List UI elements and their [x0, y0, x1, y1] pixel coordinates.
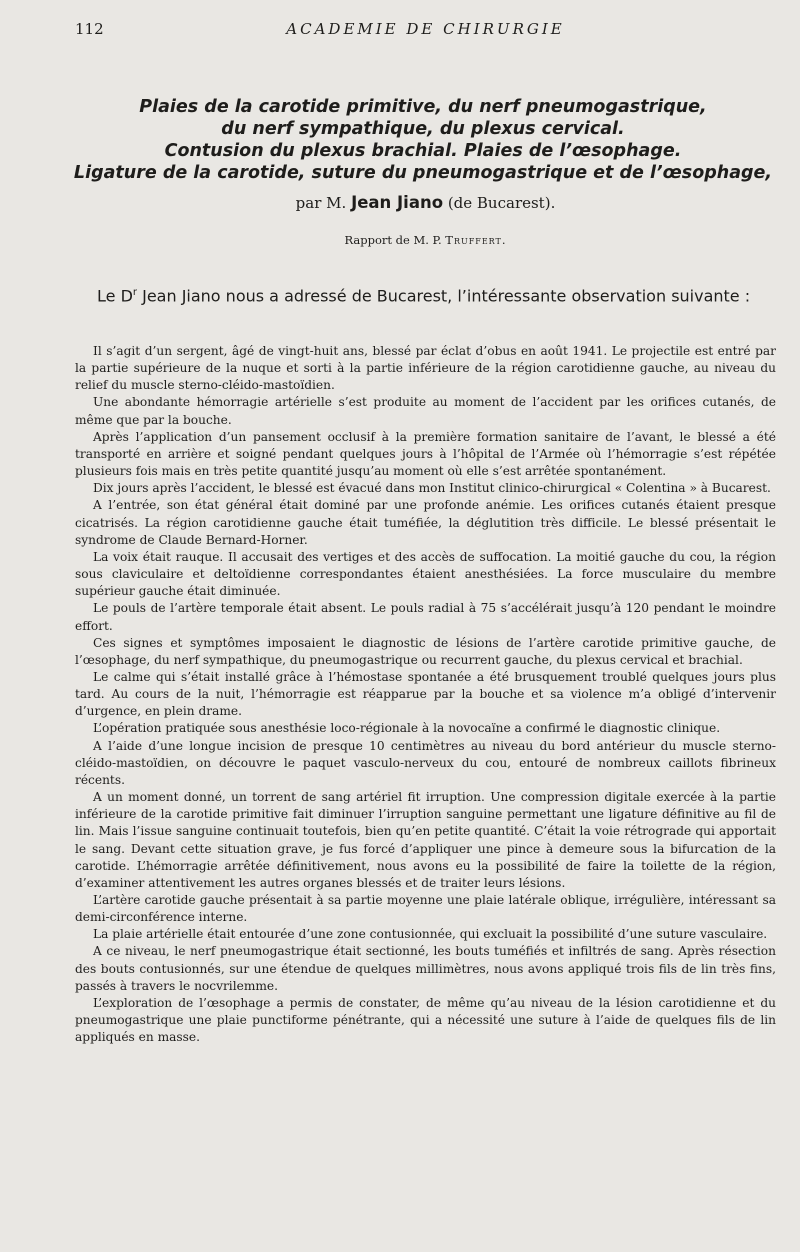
byline: [75, 193, 776, 212]
body-paragraph: Le pouls de l’artère temporale était absent. Le pouls radial à 75 s’accélérait jusqu’à 120 pendant le moindre effort.: [75, 601, 776, 633]
body-paragraph: Après l’application d’un pansement occlusif à la première formation sanitaire de l’avant, le blessé a été transporté en arrière et soigné pendant quelques jours à l’hôpital de l’Armée où l’hémorragie s’est répétée plusieurs fois mais en très petite quantité jusqu’au moment où elle s’est arrêtée spontanément.: [75, 429, 776, 479]
running-header: [75, 20, 776, 44]
body-paragraph: Dix jours après l’accident, le blessé est évacué dans mon Institut clinico-chirurgical « Colentina » à Bucarest.: [93, 481, 771, 496]
article-body: [75, 343, 776, 1046]
byline-prefix: par M.: [295, 194, 347, 212]
title-line: Ligature de la carotide, suture du pneumogastrique et de l’œsophage,: [73, 163, 773, 183]
body-paragraph: Ces signes et symptômes imposaient le diagnostic de lésions de l’artère carotide primitive gauche, de l’œsophage, du nerf sympathique, du pneumogastrique ou recurrent gauche, du plexus cervical et brachial.: [75, 635, 776, 667]
body-paragraph: Le calme qui s’était installé grâce à l’hémostase spontanée a été brusquement troublé quelques jours plus tard. Au cours de la nuit, l’hémorragie est réapparue par la bouche et sa violence m’a obligé d’intervenir d’urgence, en plein drame.: [75, 669, 776, 719]
lead-superscript: r: [132, 287, 138, 298]
body-paragraph: La voix était rauque. Il accusait des vertiges et des accès de suffocation. La moitié gauche du cou, la région sous claviculaire et deltoïdienne correspondantes étaient anesthésiées. La force musculaire du membre supérieur gauche était diminuée.: [75, 549, 776, 599]
journal-title: ACADEMIE DE CHIRURGIE: [286, 20, 565, 38]
body-paragraph: A ce niveau, le nerf pneumogastrique était sectionné, les bouts tuméfiés et infiltrés de sang. Après résection des bouts contusionnés, sur une étendue de quelques millimètres, nous avons appliqué trois fils de lin très fins, passés à travers le nocvrilemme.: [75, 944, 776, 993]
body-paragraph: La plaie artérielle était entourée d’une zone contusionnée, qui excluait la possibilité d’une suture vasculaire.: [93, 927, 768, 942]
article-title: [60, 96, 786, 184]
body-paragraph: A un moment donné, un torrent de sang artériel fit irruption. Une compression digitale exercée à la partie inférieure de la carotide primitive fait diminuer l’irruption sanguine permettant une ligature définitive au fil de lin. Mais l’issue sanguine continuait toutefois, bien qu’en petite quantité. C’était la voie rétrograde qui apportait le sang. Devant cette situation grave, je fus forcé d’appliquer une pince à demeure sous la bifurcation de la carotide. L’hémorragie arrêtée définitivement, nous avons eu la possibilité de faire la toilette de la région, d’examiner attentivement les autres organes blessés et de traiter leurs lésions.: [75, 790, 776, 890]
rapporteur-name: Truffert.: [445, 233, 507, 247]
lead-text-after: Jean Jiano nous a adressé de Bucarest, l’intéressante observation suivante :: [137, 286, 751, 306]
title-line: Plaies de la carotide primitive, du nerf pneumogastrique,: [139, 97, 707, 117]
body-paragraph: L’artère carotide gauche présentait à sa partie moyenne une plaie latérale oblique, irrégulière, intéressant sa demi-circonférence interne.: [75, 893, 776, 925]
body-paragraph: A l’aide d’une longue incision de presque 10 centimètres au niveau du bord antérieur du muscle sterno-cléido-mastoïdien, on découvre le paquet vasculo-nerveux du cou, entouré de nombreux caillots fibrineux récents.: [75, 738, 776, 787]
body-paragraph: Une abondante hémorragie artérielle s’est produite au moment de l’accident par les orifices cutanés, de même que par la bouche.: [75, 395, 776, 427]
report-prefix: Rapport de M. P.: [344, 233, 442, 247]
report-line: [75, 233, 776, 247]
author-name: Jean Jiano: [351, 193, 444, 212]
body-paragraph: L’exploration de l’œsophage a permis de constater, de même qu’au niveau de la lésion carotidienne et du pneumogastrique une plaie punctiforme pénétrante, qui a nécessité une suture à l’aide de quelques fils de lin appliqués en masse.: [75, 995, 776, 1045]
title-line: Contusion du plexus brachial. Plaies de l’œsophage.: [164, 141, 682, 161]
title-line: du nerf sympathique, du plexus cervical.: [221, 119, 625, 139]
page-number: 112: [75, 20, 104, 38]
lead-paragraph: [75, 282, 776, 306]
lead-text-before: Le D: [97, 286, 133, 306]
body-paragraph: Il s’agit d’un sergent, âgé de vingt-huit ans, blessé par éclat d’obus en août 1941. Le projectile est entré par la partie supérieure de la nuque et sorti à la partie inférieure de la région carotidienne gauche, au niveau du relief du muscle sterno-cléido-mastoïdien.: [75, 344, 776, 393]
body-paragraph: L’opération pratiquée sous anesthésie loco-régionale à la novocaïne a confirmé le diagnostic clinique.: [93, 721, 721, 736]
body-paragraph: A l’entrée, son état général était dominé par une profonde anémie. Les orifices cutanés étaient presque cicatrisés. La région carotidienne gauche était tuméfiée, la déglutition très difficile. Le blessé présentait le syndrome de Claude Bernard-Horner.: [75, 498, 776, 547]
author-origin: (de Bucarest).: [447, 194, 556, 212]
